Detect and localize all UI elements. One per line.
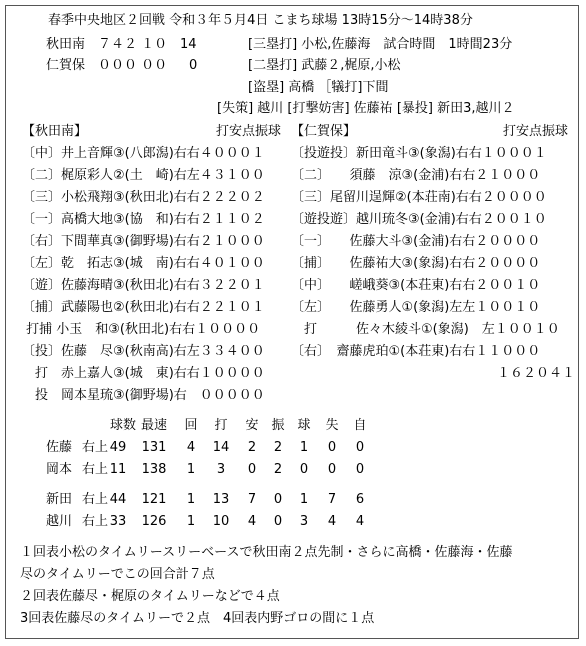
- pitch-value: 131: [141, 440, 167, 455]
- pitch-value: 1: [186, 514, 196, 529]
- pitch-value: 138: [141, 462, 167, 477]
- pitch-value: 7: [247, 492, 257, 507]
- right-player: 〔左〕 佐藤勇人①(象潟)左左１００１０: [291, 300, 541, 315]
- stat-triples: [三塁打] 小松,佐藤海 試合時間 1時間23分: [248, 37, 513, 52]
- pitch-value: 4: [327, 514, 337, 529]
- pitch-col-header: 打: [214, 418, 228, 433]
- pitch-value: 3: [299, 514, 309, 529]
- pitch-value: 0: [299, 462, 309, 477]
- pitch-value: 2: [247, 440, 257, 455]
- pitch-col-header: 回: [184, 418, 198, 433]
- left-player: 〔三〕小松飛翔③(秋田北)右右２２２０２: [22, 190, 265, 205]
- right-player: 打 佐々木綾斗①(象潟) 左１００１０: [291, 322, 560, 337]
- pitcher-hand: 右上: [81, 462, 108, 477]
- pitch-value: 3: [216, 462, 226, 477]
- play-note: 尽のタイムリーでこの回合計７点: [20, 567, 215, 582]
- right-player: 〔投遊投〕新田竜斗③(象潟)右右１０００１: [291, 146, 547, 161]
- pitch-value: 44: [109, 492, 127, 507]
- pitch-value: 11: [109, 462, 127, 477]
- pitch-value: 126: [141, 514, 167, 529]
- right-player: 〔右〕 齋藤虎珀①(本荘東)右右１１０００: [291, 344, 541, 359]
- pitch-value: 121: [141, 492, 167, 507]
- linescore-team-2: 仁賀保: [46, 58, 86, 73]
- pitch-value: 0: [355, 440, 365, 455]
- linescore-team-1: 秋田南: [46, 37, 86, 52]
- left-player: 〔捕〕武藤陽也②(秋田北)右右２２１０１: [22, 300, 265, 315]
- left-player: 〔一〕高橋大地③(協 和)右右２１１０２: [22, 212, 265, 227]
- right-player: 〔捕〕 佐藤祐大③(象潟)右右２００００: [291, 256, 541, 271]
- pitcher-name: 越川: [45, 514, 72, 529]
- right-player: 〔一〕 佐藤大斗③(金浦)右右２００００: [291, 234, 541, 249]
- pitch-value: 0: [273, 492, 283, 507]
- pitch-col-header: 球数: [109, 418, 136, 433]
- pitch-value: 2: [273, 440, 283, 455]
- pitch-value: 0: [327, 462, 337, 477]
- pitch-col-header: 最速: [140, 418, 167, 433]
- pitch-value: 7: [327, 492, 337, 507]
- left-player: 打捕 小玉 和③(秋田北)右右１００００: [22, 322, 261, 337]
- right-col-header: 打安点振球: [503, 124, 569, 139]
- pitch-col-header: 安: [245, 418, 259, 433]
- pitch-value: 2: [273, 462, 283, 477]
- game-title: 春季中央地区２回戦 令和３年５月4日 こまち球場 13時15分～14時38分: [48, 13, 473, 28]
- pitch-value: 49: [109, 440, 127, 455]
- pitch-value: 0: [247, 462, 257, 477]
- pitch-col-header: 球: [297, 418, 311, 433]
- left-col-header: 打安点振球: [216, 124, 282, 139]
- pitch-value: 1: [186, 462, 196, 477]
- stat-doubles: [二塁打] 武藤２,梶原,小松: [248, 58, 401, 73]
- pitcher-hand: 右上: [81, 440, 108, 455]
- left-player: 〔左〕乾 拓志③(城 南)右右４０１００: [22, 256, 265, 271]
- pitch-value: 0: [273, 514, 283, 529]
- pitcher-name: 佐藤: [45, 440, 72, 455]
- pitcher-name: 新田: [45, 492, 72, 507]
- pitch-col-header: 失: [325, 418, 339, 433]
- pitch-col-header: 自: [353, 418, 367, 433]
- right-team-totals: １６２０４１: [497, 366, 576, 381]
- pitch-value: 33: [109, 514, 127, 529]
- pitch-value: 4: [355, 514, 365, 529]
- play-note: １回表小松のタイムリースリーベースで秋田南２点先制・さらに高橋・佐藤海・佐藤: [20, 545, 513, 560]
- pitch-value: 4: [247, 514, 257, 529]
- pitch-value: 1: [299, 440, 309, 455]
- pitcher-name: 岡本: [45, 462, 72, 477]
- pitch-value: 6: [355, 492, 365, 507]
- stat-steals-sacrifices: [盗塁] 高橋 ［犠打]下間: [248, 80, 389, 95]
- left-team-header: 【秋田南】: [22, 124, 88, 139]
- right-player: 〔二〕 須藤 涼③(金浦)右右２１０００: [291, 168, 541, 183]
- right-player: 〔中〕 嵯峨葵③(本荘東)右右２００１０: [291, 278, 541, 293]
- pitch-value: 0: [355, 462, 365, 477]
- play-note: 3回表佐藤尽のタイムリーで２点 4回表内野ゴロの間に１点: [20, 611, 375, 626]
- pitch-value: 0: [327, 440, 337, 455]
- right-team-header: 【仁賀保】: [291, 124, 357, 139]
- right-player: 〔遊投遊〕越川琉冬③(金浦)右右２００１０: [291, 212, 547, 227]
- pitch-value: 1: [299, 492, 309, 507]
- pitcher-hand: 右上: [81, 514, 108, 529]
- right-player: 〔三〕尾留川逞輝②(本荘南)右右２００００: [291, 190, 547, 205]
- pitch-value: 14: [212, 440, 230, 455]
- left-player: 〔二〕梶原彩人②(土 崎)右左４３１００: [22, 168, 265, 183]
- left-player: 投 岡本星琉③(御野場)右 ０００００: [22, 388, 265, 403]
- linescore-total-1: 14: [180, 37, 197, 52]
- left-player: 〔遊〕佐藤海晴③(秋田北)右右３２２０１: [22, 278, 265, 293]
- pitch-col-header: 振: [271, 418, 285, 433]
- pitch-value: 1: [186, 492, 196, 507]
- left-player: 〔投〕佐藤 尽③(秋南高)右左３３４００: [22, 344, 265, 359]
- play-note: ２回表佐藤尽・梶原のタイムリーなどで４点: [20, 589, 280, 604]
- linescore-innings-2: ０００ ００: [98, 58, 168, 73]
- left-player: 〔右〕下間華真③(御野場)右右２１０００: [22, 234, 265, 249]
- stat-errors: [失策] 越川 [打撃妨害] 佐藤祐 [暴投] 新田3,越川２: [217, 101, 515, 116]
- linescore-total-2: 0: [189, 58, 198, 73]
- pitch-value: 4: [186, 440, 196, 455]
- left-player: 打 赤上嘉人③(城 東)右右１００００: [22, 366, 265, 381]
- linescore-innings-1: ７４２ １０: [98, 37, 168, 52]
- pitch-value: 13: [212, 492, 230, 507]
- left-player: 〔中〕井上音輝③(八郎潟)右右４０００１: [22, 146, 265, 161]
- pitch-value: 10: [212, 514, 230, 529]
- pitcher-hand: 右上: [81, 492, 108, 507]
